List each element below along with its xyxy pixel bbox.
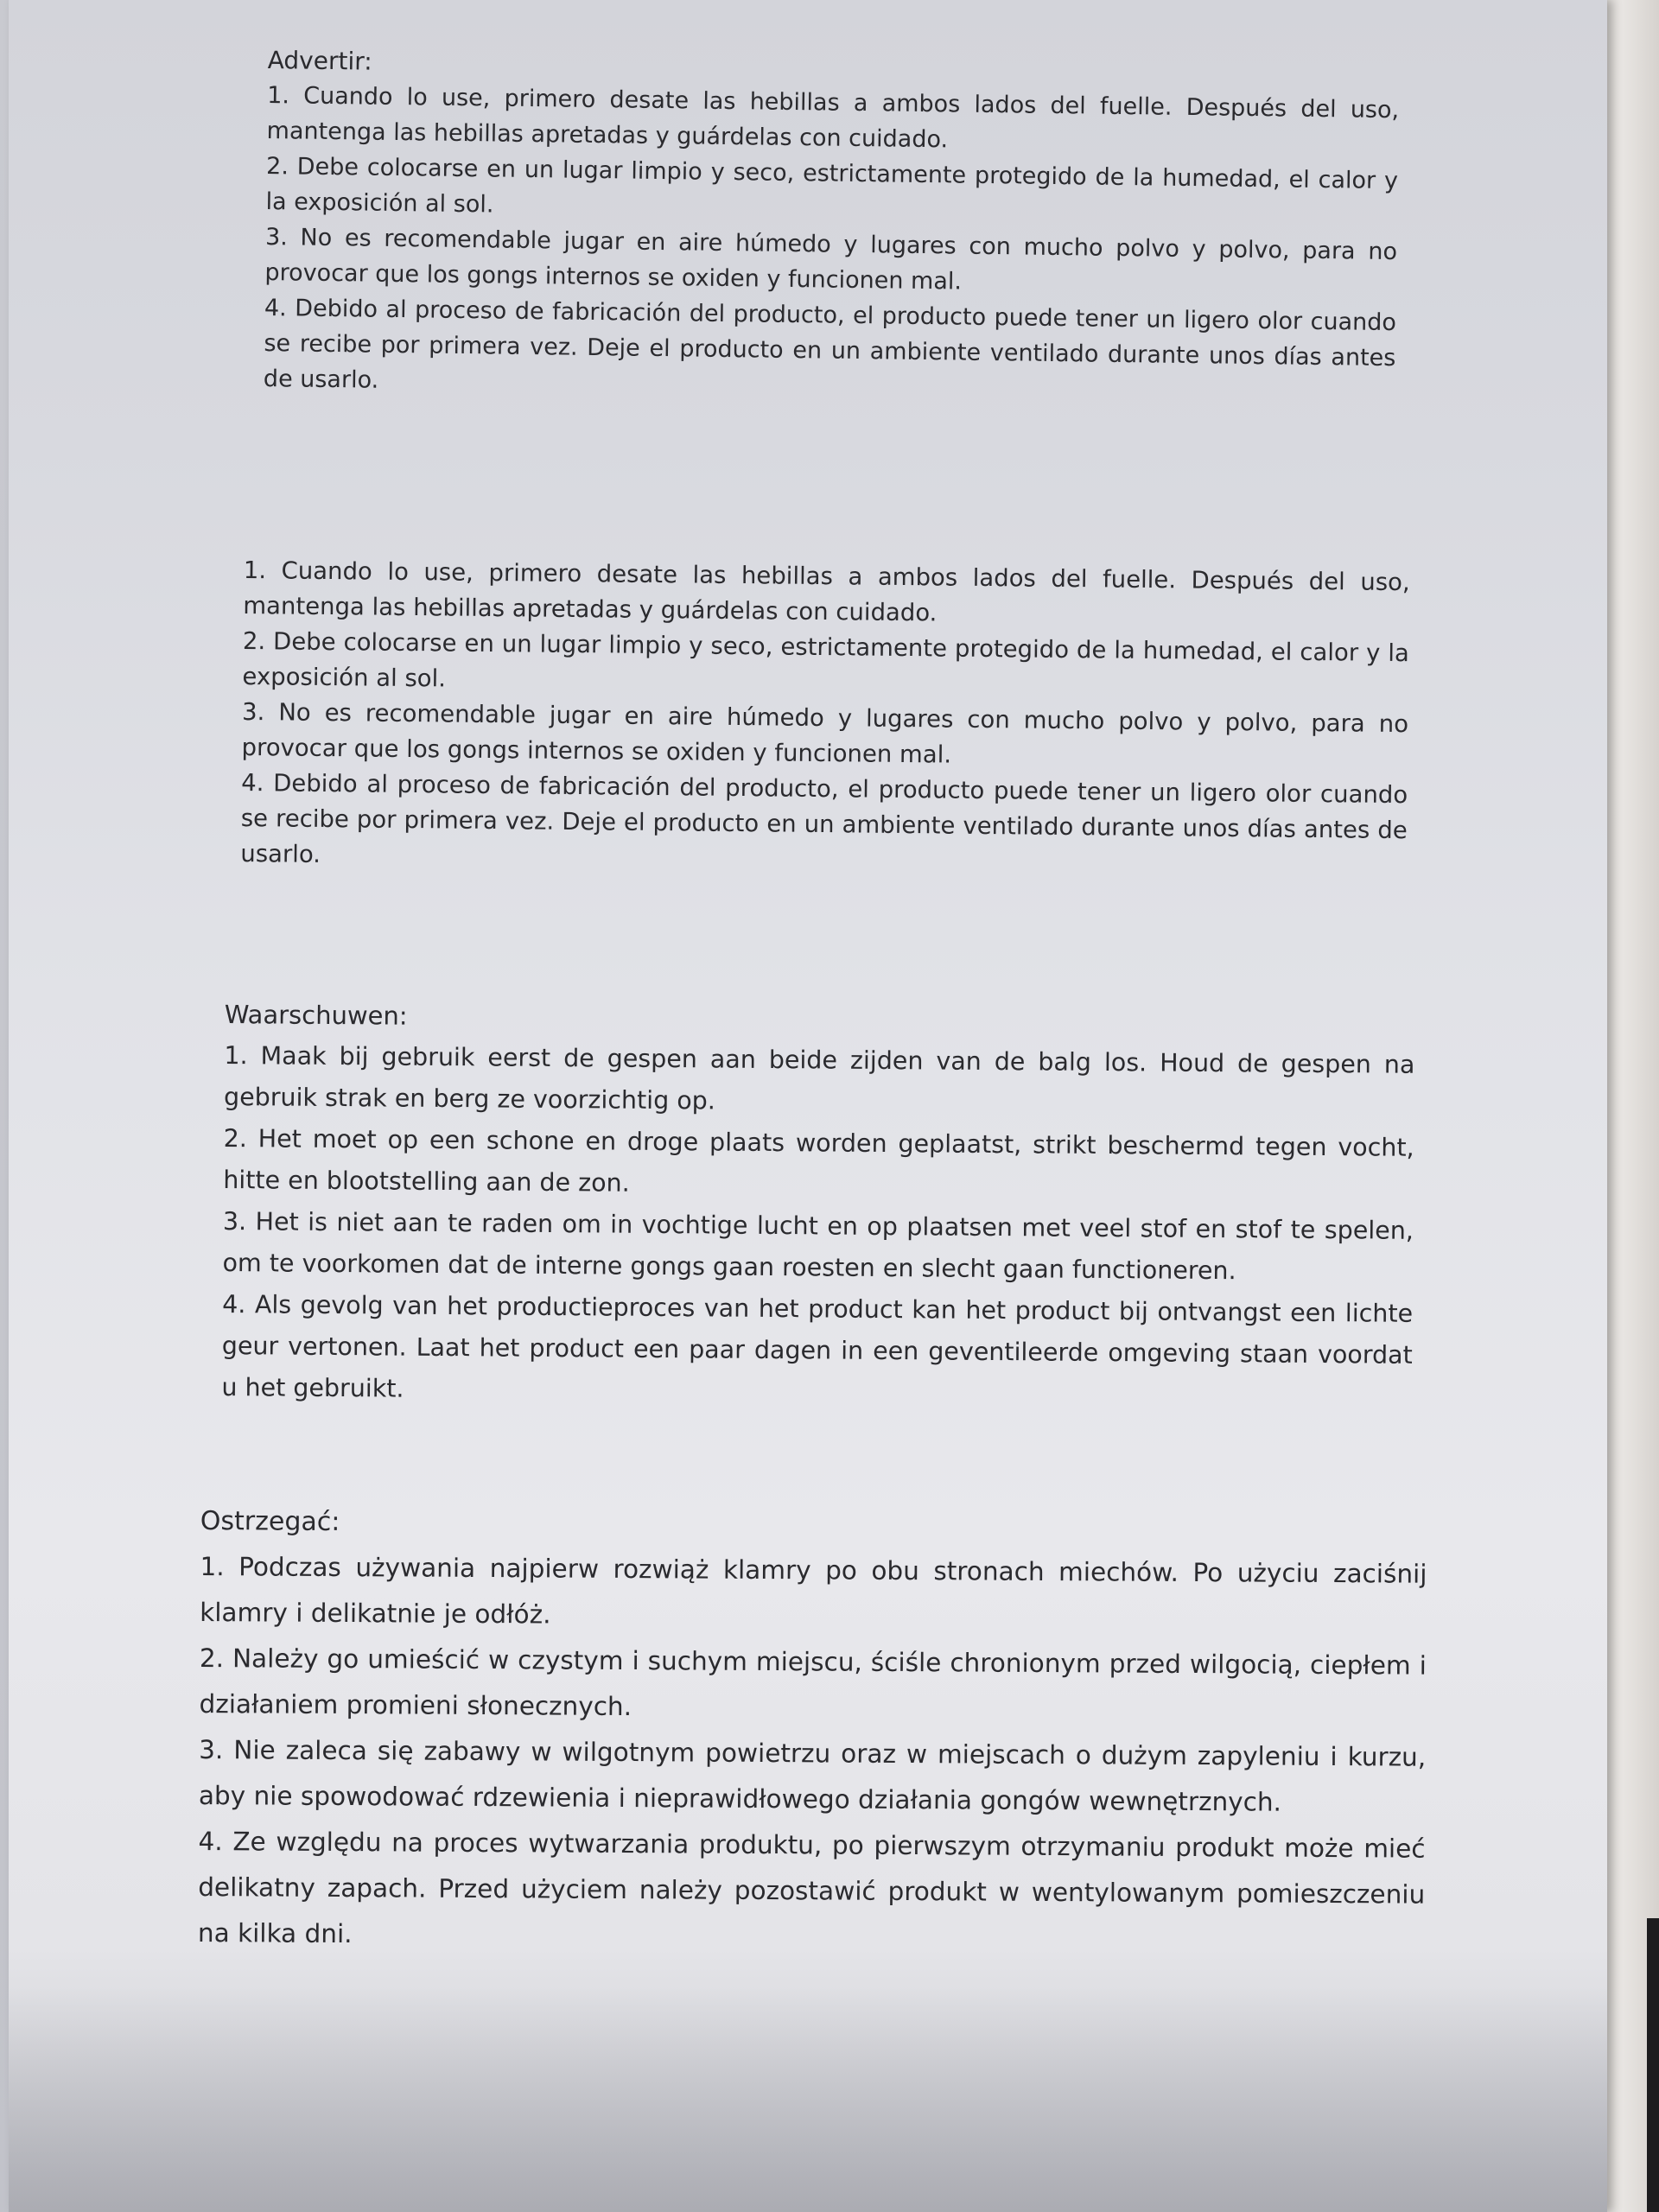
warning-item-4: 4. Debido al proceso de fabricación del producto, el producto puede tener un ligero olor cuando se recibe por primera vez. Deje el producto en un ambiente ventilado durante unos días antes de usarlo. xyxy=(240,768,1408,868)
section-spanish-warning xyxy=(264,43,1400,411)
warning-item-1: 1. Cuando lo use, primero desate las hebillas a ambos lados del fuelle. Después del uso, mantenga las hebillas apretadas y guárdelas con cuidado. xyxy=(243,556,1410,627)
paper-sheet xyxy=(9,0,1607,2212)
table-surface xyxy=(1599,0,1659,2212)
warning-item-4: 4. Debido al proceso de fabricación del producto, el producto puede tener un ligero olor cuando se recibe por primera vez. Deje el producto en un ambiente ventilado durante unos días antes de usarlo. xyxy=(263,294,1397,394)
section-heading: Ostrzegać: xyxy=(200,1505,340,1537)
warning-item-1: 1. Cuando lo use, primero desate las hebillas a ambos lados del fuelle. Después del uso, mantenga las hebillas apretadas y guárdelas con cuidado. xyxy=(266,81,1400,154)
section-heading: Waarschuwen: xyxy=(224,999,408,1031)
section-heading: Advertir: xyxy=(267,45,372,76)
warning-item-1: 1. Podczas używania najpierw rozwiąż klamry po obu stronach miechów. Po użyciu zaciśnij klamry i delikatnie je odłóż. xyxy=(200,1551,1427,1630)
warning-item-4: 4. Als gevolg van het productieproces van het product kan het product bij ontvangst een lichte geur vertonen. Laat het product een paar dagen in een geventileerde omgeving staan voordat u het gebruikt. xyxy=(221,1289,1414,1403)
section-polish-warning xyxy=(198,1499,1427,1964)
table-dark-corner xyxy=(1647,1918,1659,2212)
warning-item-2: 2. Debe colocarse en un lugar limpio y seco, estrictamente protegido de la humedad, el calor y la exposición al sol. xyxy=(265,152,1399,219)
section-dutch-warning xyxy=(221,994,1415,1418)
warning-item-2: 2. Należy go umieścić w czystym i suchym miejscu, ściśle chronionym przed wilgocią, ciepłem i działaniem promieni słonecznych. xyxy=(199,1643,1427,1722)
section-spanish-repeat xyxy=(240,553,1410,884)
warning-item-4: 4. Ze względu na proces wytwarzania produktu, po pierwszym otrzymaniu produkt może mieć delikatny zapach. Przed użyciem należy pozostawić produkt w wentylowanym pomieszczeniu na kilka dni. xyxy=(197,1826,1426,1949)
warning-item-2: 2. Debe colocarse en un lugar limpio y seco, estrictamente protegido de la humedad, el calor y la exposición al sol. xyxy=(242,626,1410,693)
warning-item-3: 3. Het is niet aan te raden om in vochtige lucht en op plaatsen met veel stof en stof te spelen, om te voorkomen dat de interne gongs gaan roesten en slecht gaan functioneren. xyxy=(222,1206,1414,1286)
warning-item-1: 1. Maak bij gebruik eerst de gespen aan beide zijden van de balg los. Houd de gespen na gebruik strak en berg ze voorzichtig op. xyxy=(223,1040,1415,1116)
warning-item-3: 3. No es recomendable jugar en aire húmedo y lugares con mucho polvo y polvo, para no provocar que los gongs internos se oxiden y funcionen mal. xyxy=(264,223,1398,296)
warning-item-3: 3. Nie zaleca się zabawy w wilgotnym powietrzu oraz w miejscach o dużym zapyleniu i kurzu, aby nie spowodować rdzewienia i nieprawidłowego działania gongów wewnętrznych. xyxy=(198,1734,1427,1817)
warning-item-3: 3. No es recomendable jugar en aire húmedo y lugares con mucho polvo y polvo, para no provocar que los gongs internos se oxiden y funcionen mal. xyxy=(241,697,1409,769)
warning-item-2: 2. Het moet op een schone en droge plaats worden geplaatst, strikt beschermd tegen vocht, hitte en blootstelling aan de zon. xyxy=(223,1123,1414,1198)
